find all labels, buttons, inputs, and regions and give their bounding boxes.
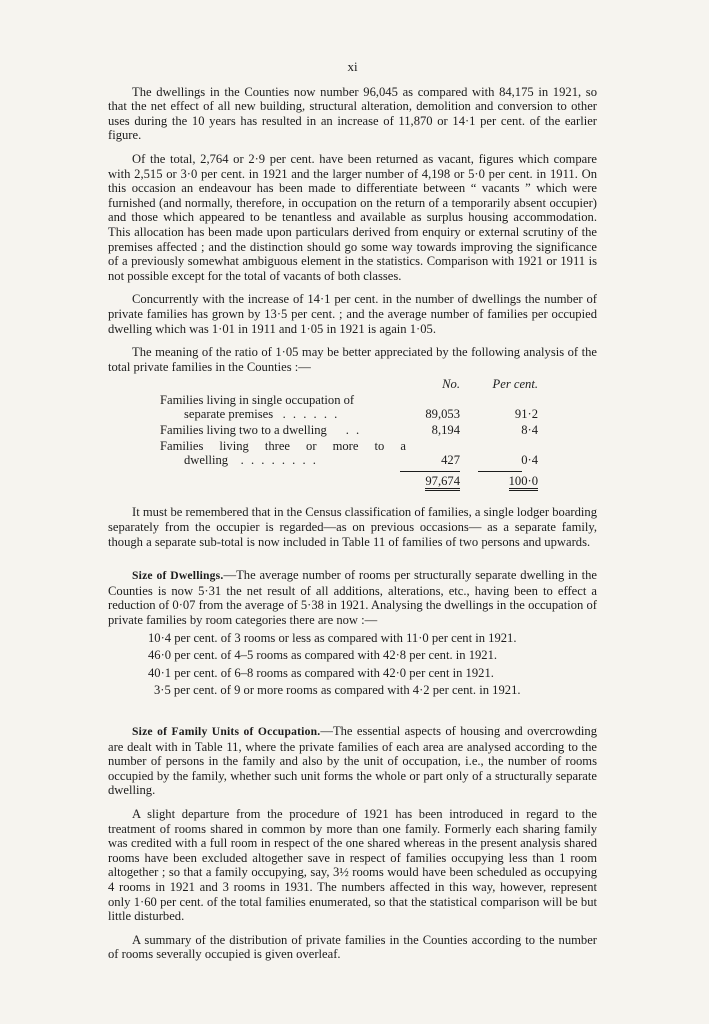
paragraph-family-units	[108, 724, 597, 798]
leader-dots: . . . . . . . .	[240, 453, 318, 468]
paragraph-private-families: Concurrently with the increase of 14·1 per cent. in the number of dwellings the number of private families has grown by 13·5 per cent. ; and the average number of families per occupied dwelling which was 1·01 in 1911 and 1·05 in 1921 is again 1·05.	[108, 292, 597, 336]
table-row	[160, 439, 570, 468]
row-label: Families living two to a dwelling	[160, 423, 327, 438]
cell-no: 8,194	[431, 423, 460, 438]
row-word: to	[374, 438, 385, 453]
paragraph-shared-rooms: A slight departure from the procedure of 1921 has been introduced in regard to the treatment of rooms shared in common by more than one family. Formerly each sharing family was credited with a full room in respect of the one shared whereas in the present analysis shared rooms have been excluded altogether save in respect of families occupying less than 1 room altogether ; so that a family occupying, say, 3½ rooms would have been scheduled as occupying 4 rooms in 1921 and 3 rooms in 1931. The numbers affected in this way, however, represent only 1·60 per cent. of the total families enumerated, so that the statistical comparison will be but little disturbed.	[108, 806, 597, 924]
row-word: a	[400, 438, 406, 453]
table-row	[160, 393, 570, 422]
row-label: Families living in single occupation of	[160, 392, 355, 407]
row-word: more	[332, 438, 359, 453]
leader-dots: . . . . . .	[282, 407, 340, 422]
table-row	[160, 423, 570, 438]
paragraph-summary: A summary of the distribution of private families in the Counties according to the number of rooms severally occupied is given overleaf.	[108, 932, 597, 962]
total-percent: 100·0	[509, 474, 538, 492]
row-label-cont: separate premises	[184, 407, 274, 422]
cell-percent: 8·4	[521, 423, 538, 438]
page-number: xi	[347, 59, 358, 74]
paragraph-vacants: Of the total, 2,764 or 2·9 per cent. have been returned as vacant, figures which compare with 2,515 or 3·0 per cent. in 1921 and the larger number of 4,198 or 5·0 per cent. in 1911. On this occasion an endeavour has been made to differentiate between “ vacants ” which were furnished (and normally, therefore, in occupation on the return of a temporarily absent occupier) and those which appeared to be tenantless and available as surplus housing accommodation. This allocation has been made upon particulars derived from enquiry or external scrutiny of the premises affected ; and the distinction should go some way towards improving the significance of a previously somewhat ambiguous element in the statistics. Comparison with 1921 or 1911 is not possible except for the total of vacants of both classes.	[108, 151, 597, 283]
list-item: 3·5 per cent. of 9 or more rooms as compared with 4·2 per cent. in 1921.	[154, 683, 521, 698]
section-heading: Size of Family Units of Occupation.	[132, 724, 321, 738]
paragraph-text: —The essential aspects of housing and overcrowding are dealt with in Table 11, where the private families of each area are analysed according to the number of persons in the family and also by the unit of occupation, i.e., the number of rooms occupied by the family, whether such unit forms the whole or part only of a structurally separate dwelling.	[108, 723, 598, 798]
header-percent: Per cent.	[492, 377, 538, 392]
row-label	[160, 439, 406, 454]
list-item: 10·4 per cent. of 3 rooms or less as compared with 11·0 per cent in 1921.	[148, 630, 517, 645]
row-word: three	[264, 438, 291, 453]
row-word: living	[219, 438, 249, 453]
paragraph-lodger-note: It must be remembered that in the Census classification of families, a single lodger boarding separately from the occupier is regarded—as on previous occasions— as a separate family, though a separate sub-total is now included in Table 11 of families of two persons and upwards.	[108, 505, 597, 549]
row-word: or	[306, 438, 317, 453]
row-word: Families	[160, 438, 204, 453]
section-heading: Size of Dwellings.	[132, 569, 224, 583]
table-total-row	[160, 474, 570, 494]
paragraph-text: —The average number of rooms per structurally separate dwelling in the Counties is now 5·31 the net result of all additions, alterations, etc., having been to effect a reduction of 0·07 from the average of 5·38 in 1921. Analysing the dwellings in the occupation of private families by room categories there are now :—	[108, 568, 598, 627]
cell-no: 89,053	[425, 407, 460, 422]
header-no: No.	[442, 377, 460, 392]
row-label-cont: dwelling	[184, 453, 229, 468]
list-item: 40·1 per cent. of 6–8 rooms as compared with 42·0 per cent in 1921.	[148, 665, 494, 680]
paragraph-ratio-intro: The meaning of the ratio of 1·05 may be better appreciated by the following analysis of the total private families in the Counties :—	[108, 345, 597, 374]
cell-percent: 91·2	[514, 407, 538, 422]
leader-dots: . .	[345, 423, 362, 438]
paragraph-dwellings-count: The dwellings in the Counties now number 96,045 as compared with 84,175 in 1921, so that the net effect of all new building, structural alteration, demolition and conversion to other uses during the 10 years has resulted in an increase of 11,870 or 14·1 per cent. of the earlier figure.	[108, 84, 597, 143]
cell-no: 427	[441, 453, 460, 468]
total-no: 97,674	[425, 474, 460, 492]
family-analysis-table	[160, 377, 570, 493]
table-header-row	[160, 377, 570, 392]
list-item: 46·0 per cent. of 4–5 rooms as compared with 42·8 per cent. in 1921.	[148, 648, 498, 663]
room-category-list	[148, 631, 597, 698]
paragraph-size-of-dwellings	[108, 568, 597, 627]
cell-percent: 0·4	[521, 453, 538, 468]
total-rule	[160, 471, 570, 472]
